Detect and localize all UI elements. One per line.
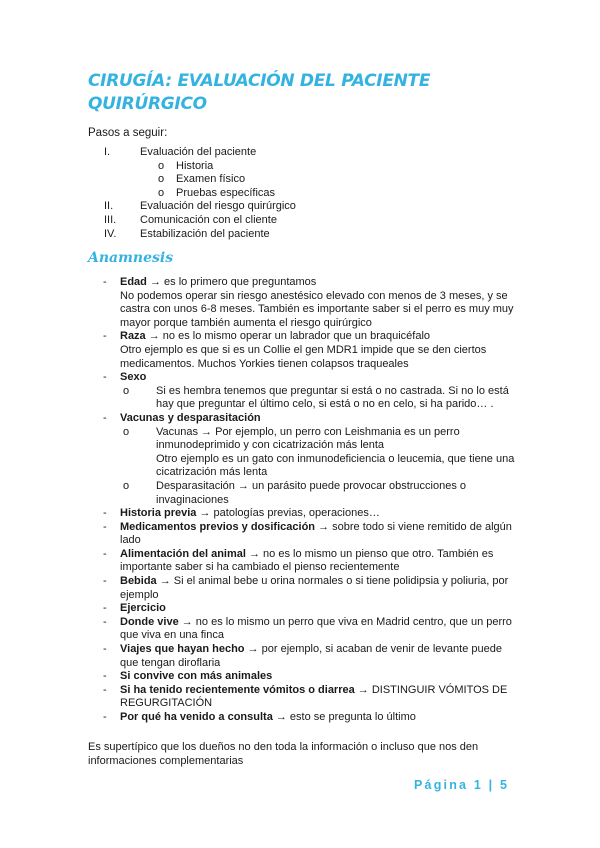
list-subitem: o Si es hembra tenemos que preguntar si está o no castrada. Si no lo está hay que preguntar el último celo, si está o no en celo, si ha parido… .	[123, 384, 509, 411]
page-number: Página 1 | 5	[414, 778, 510, 792]
step-item: I. Evaluación del paciente	[104, 146, 257, 158]
list-item: - Bebida → Si el animal bebe u orina normales o si tiene polidipsia y poliuria, por ejemplo	[103, 575, 509, 601]
page-title: CIRUGÍA: EVALUACIÓN DEL PACIENTE QUIRÚRGICO	[88, 71, 431, 114]
step-item: IV. Estabilización del paciente	[104, 227, 270, 240]
list-subitem: o Vacunas → Por ejemplo, un perro con Leishmania es un perro inmunodeprimido y con cicatrización más lenta Otro ejemplo es un gato con inmunodeficiencia o leucemia, que tiene una cicatrización más lenta	[123, 425, 515, 479]
list-item: - Vacunas y desparasitación	[103, 411, 261, 424]
closing-paragraph: Es supertípico que los dueños no den toda la información o incluso que nos den informaciones complementarias	[88, 741, 479, 767]
list-item: - Alimentación del animal → no es lo mismo un pienso que otro. También es importante saber si ha cambiado el pienso recientemente	[103, 547, 494, 574]
section-title: Anamnesis	[88, 250, 174, 266]
list-item: - Si convive con más animales	[103, 670, 273, 683]
steps-list	[104, 146, 524, 241]
step-subitem: o Examen físico	[158, 173, 246, 186]
list-item: - Viajes que hayan hecho → por ejemplo, si acaban de venir de levante puede que tengan diroflaria	[103, 643, 502, 669]
step-subitem: o Historia	[158, 159, 214, 172]
list-item: - Donde vive → no es lo mismo un perro que viva en Madrid centro, que un perro que viva en una finca	[103, 615, 512, 642]
list-item: - Raza → no es lo mismo operar un labrador que un braquicéfalo Otro ejemplo es que si es un Collie el gen MDR1 impide que se den ciertos medicamentos. Muchos Yorkies tienen colapsos traqueales	[103, 330, 487, 370]
intro-text: Pasos a seguir:	[88, 127, 168, 139]
step-subitem: o Pruebas específicas	[158, 186, 276, 199]
list-subitem: o Desparasitación → un parásito puede provocar obstrucciones o invaginaciones	[123, 479, 467, 506]
list-item: - Historia previa → patologías previas, operaciones…	[103, 507, 380, 520]
list-item: - Sexo	[103, 371, 147, 384]
list-item: - Ejercicio	[103, 602, 166, 615]
step-item: III. Comunicación con el cliente	[104, 213, 277, 226]
step-item: II. Evaluación del riesgo quirúrgico	[104, 200, 296, 213]
list-item: - Si ha tenido recientemente vómitos o diarrea → DISTINGUIR VÓMITOS DE REGURGITACIÓN	[103, 683, 508, 710]
list-item: - Edad → es lo primero que preguntamos No podemos operar sin riesgo anestésico elevado con menos de 3 meses, y se castra con unos 6-8 meses. También es importante saber si el perro es muy muy mayor porque también aumenta el riesgo quirúrgico	[103, 276, 514, 329]
list-item: - Medicamentos previos y dosificación → sobre todo si viene remitido de algún lado	[103, 520, 512, 547]
anamnesis-list	[103, 276, 523, 725]
list-item: - Por qué ha venido a consulta → esto se pregunta lo último	[103, 711, 416, 723]
